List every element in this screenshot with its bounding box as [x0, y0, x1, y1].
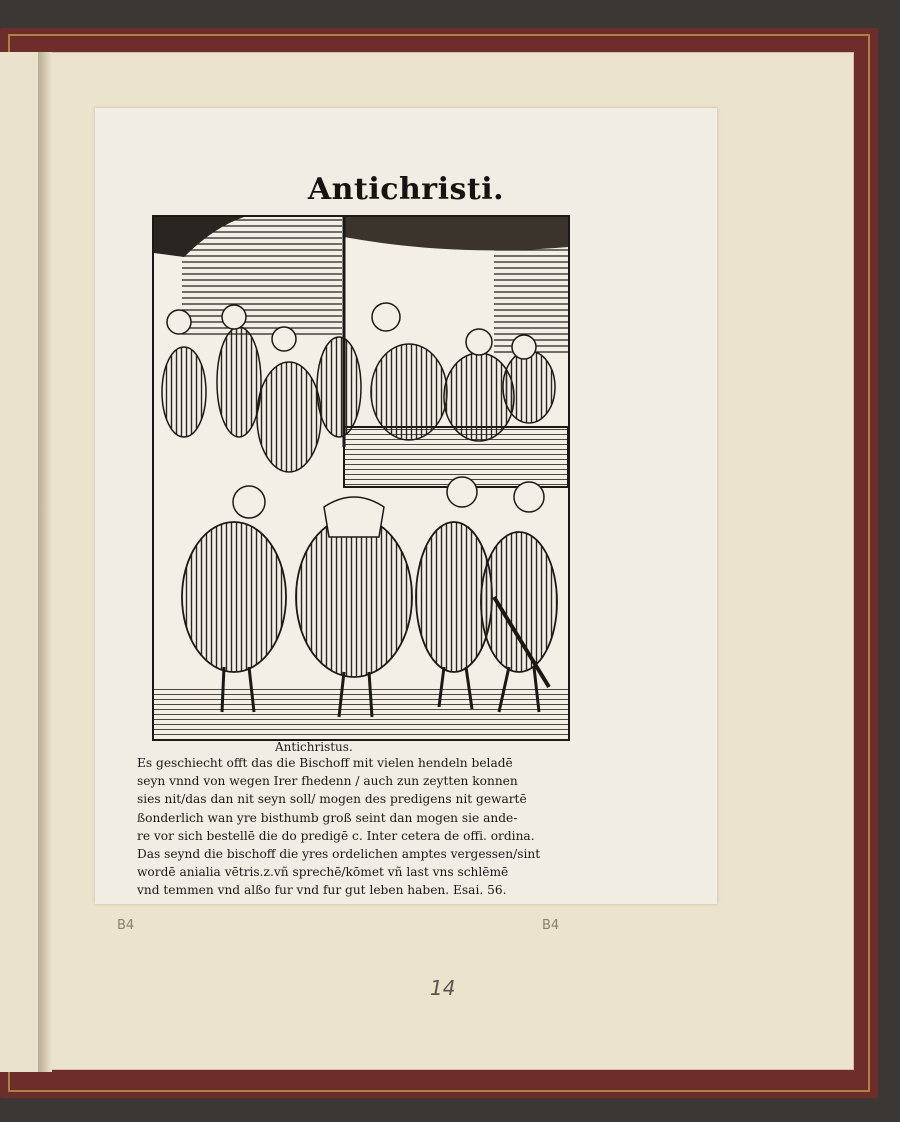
figure-head	[514, 482, 544, 512]
standing-figure	[217, 327, 261, 437]
woodcut-caption: Antichristus.	[275, 740, 353, 754]
canopy-right	[344, 217, 568, 250]
figure-head	[233, 486, 265, 518]
text-line: ßonderlich wan yre bisthumb groß seint dan mogen sie ande-	[137, 810, 518, 825]
woodcut-image	[154, 217, 568, 739]
text-line: re vor sich bestellē die do predigē c. Inter cetera de offi. ordina.	[137, 828, 535, 843]
figure-head	[447, 477, 477, 507]
gutter-shadow	[38, 52, 52, 1072]
figure-head	[372, 303, 400, 331]
text-line: sies nit/das dan nit seyn soll/ mogen des predigens nit gewartē	[137, 792, 527, 807]
figure-head	[512, 335, 536, 359]
figure-head	[272, 327, 296, 351]
pasted-print-sheet	[95, 108, 717, 904]
page-number: 14	[430, 976, 456, 1000]
servant-figure	[317, 337, 361, 437]
servant-figure	[257, 362, 321, 472]
left-page-edge	[0, 52, 40, 1072]
text-line: vnd temmen vnd alßo fur vnd fur gut leben haben. Esai. 56.	[137, 883, 507, 898]
figure-head	[167, 310, 191, 334]
robed-figure	[296, 517, 412, 677]
seated-figure	[371, 344, 447, 440]
robed-figure	[182, 522, 286, 672]
figure-head	[222, 305, 246, 329]
standing-figure	[162, 347, 206, 437]
text-line: wordē anialia vētris.z.vñ sprechē/kōmet vñ last vns schlēmē	[137, 865, 509, 880]
hooded-head	[324, 497, 384, 537]
soldier-figure	[481, 532, 557, 672]
text-line: Es geschiecht offt das die Bischoff mit vielen hendeln beladē	[137, 756, 513, 770]
signature-mark-right: B4	[542, 918, 560, 933]
floor-hatching	[154, 687, 568, 737]
woodcut-illustration	[152, 215, 570, 741]
signature-mark-left: B4	[117, 918, 135, 933]
text-line: seyn vnnd von wegen Irer fhedenn / auch zun zeytten konnen	[137, 774, 518, 789]
page-heading: Antichristi.	[307, 172, 505, 207]
seated-figure	[503, 351, 555, 423]
figure-head	[466, 329, 492, 355]
text-line: Das seynd die bischoff die yres ordelichen amptes vergessen/sint	[137, 847, 541, 862]
body-text	[137, 754, 577, 900]
